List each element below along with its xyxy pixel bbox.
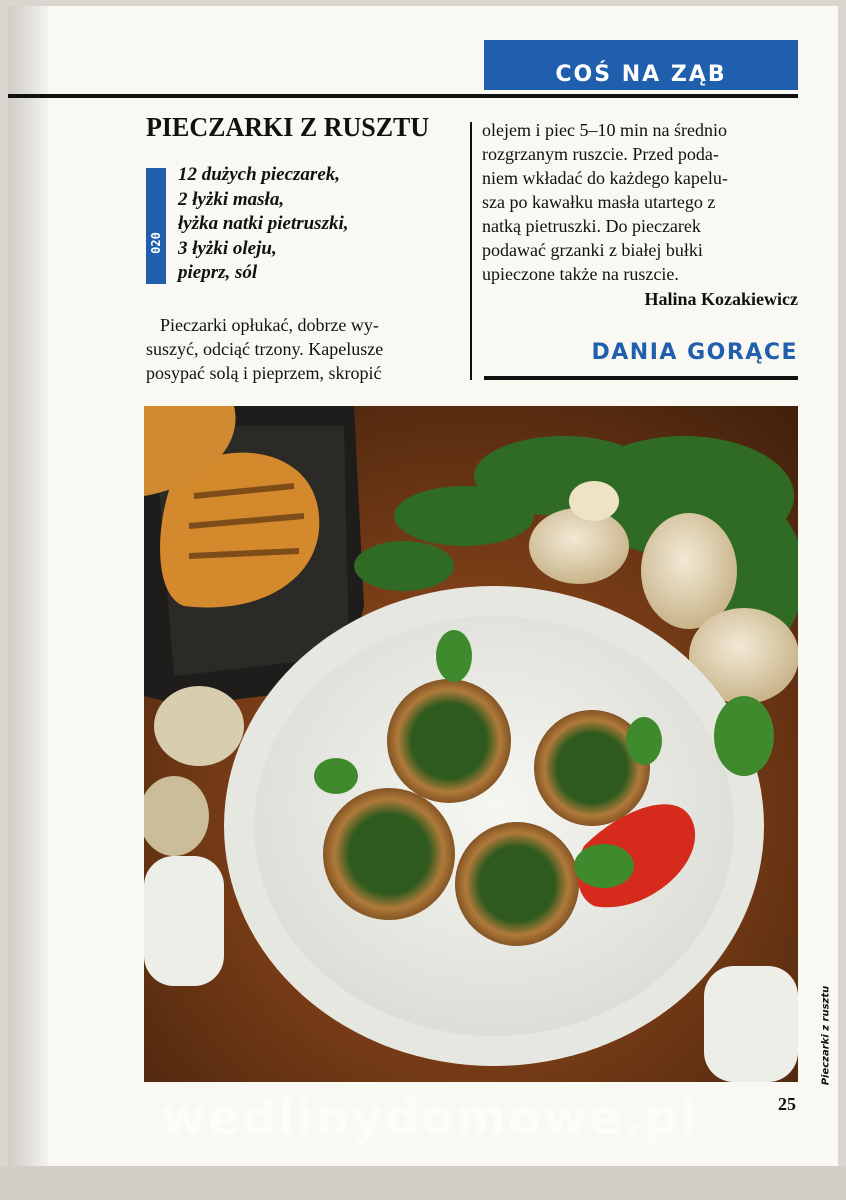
recipe-author: Halina Kozakiewicz bbox=[644, 289, 798, 309]
food-photo-illustration bbox=[144, 406, 798, 1082]
page-number: 25 bbox=[778, 1094, 796, 1114]
ingredients-list bbox=[178, 163, 458, 286]
body-line: podawać grzanki z białej bułki bbox=[482, 240, 703, 260]
body-line: suszyć, odciąć trzony. Kapelusze bbox=[146, 339, 384, 359]
food-photo bbox=[144, 406, 798, 1082]
body-line: posypać solą i pieprzem, skropić bbox=[146, 363, 382, 383]
ingredient-item: 12 dużych pieczarek, bbox=[178, 164, 341, 185]
section-rule bbox=[484, 376, 798, 380]
body-line: rozgrzanym ruszcie. Przed poda- bbox=[482, 144, 719, 164]
recipe-body-right bbox=[482, 118, 798, 286]
recipe-code: 020 bbox=[149, 232, 163, 254]
page-gutter bbox=[8, 6, 48, 1166]
photo-caption: Pieczarki z rusztu bbox=[820, 985, 832, 1086]
ingredient-item: 2 łyżki masła, bbox=[178, 188, 285, 210]
recipe-body-left bbox=[146, 313, 456, 385]
body-line: Pieczarki opłukać, dobrze wy- bbox=[160, 315, 379, 335]
column-divider bbox=[470, 122, 472, 380]
ingredient-item: pieprz, sól bbox=[178, 262, 258, 283]
body-line: sza po kawałku masła utartego z bbox=[482, 192, 716, 212]
body-line: upieczone także na ruszcie. bbox=[482, 264, 679, 284]
watermark-text: wedlinydomowe.pl bbox=[161, 1090, 699, 1146]
ingredient-item: łyżka natki pietruszki, bbox=[178, 213, 349, 234]
top-rule bbox=[8, 94, 798, 98]
body-line: niem wkładać do każdego kapelu- bbox=[482, 168, 728, 188]
ingredient-item: 3 łyżki oleju, bbox=[178, 237, 277, 259]
category-header: COŚ NA ZĄB bbox=[484, 40, 798, 90]
body-line: olejem i piec 5–10 min na średnio bbox=[482, 120, 727, 140]
scan-bottom-edge bbox=[0, 1166, 846, 1200]
body-line: natką pietruszki. Do pieczarek bbox=[482, 216, 701, 236]
section-title: DANIA GORĄCE bbox=[591, 340, 798, 365]
recipe-title: PIECZARKI Z RUSZTU bbox=[146, 112, 430, 143]
